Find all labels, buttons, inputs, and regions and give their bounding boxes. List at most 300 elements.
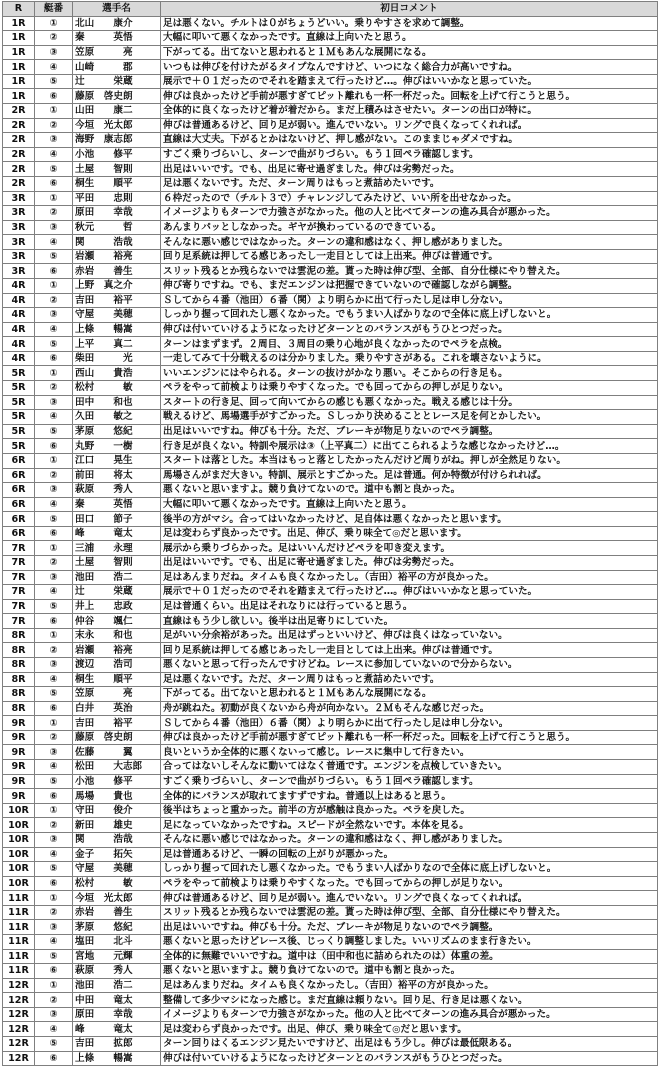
comment-cell: 伸びは付いていけるようになったけどターンとのバランスがもうひとつだった。 — [161, 322, 658, 337]
boat-number-cell: ⑤ — [35, 687, 73, 702]
boat-number-cell: ④ — [35, 60, 73, 75]
racer-name-cell: 秋元 哲 — [73, 220, 161, 235]
table-row — [3, 847, 658, 862]
racer-name-cell: 赤岩 善生 — [73, 905, 161, 920]
boat-number-cell: ③ — [35, 570, 73, 585]
comment-cell: 下がってる。出てないと思われると１Ｍもあんな展開になる。 — [161, 45, 658, 60]
table-row — [3, 599, 658, 614]
racer-name-cell: 赤岩 善生 — [73, 264, 161, 279]
comment-cell: あんまりパッとしなかった。ギヤが換わっているのできている。 — [161, 220, 658, 235]
race-cell: 12R — [3, 1022, 35, 1037]
racer-name-cell: 池田 浩二 — [73, 978, 161, 993]
comment-cell: 馬場さんがまだ大きい。特訓、展示とすごかった。足は普通。何か特徴が付けられれば。 — [161, 468, 658, 483]
boat-number-cell: ② — [35, 993, 73, 1008]
boat-number-cell: ② — [35, 293, 73, 308]
comment-cell: スタートは落とした。本当はもっと落としたかったんだけど周りがね。押しが全然足りない。 — [161, 453, 658, 468]
race-cell: 7R — [3, 555, 35, 570]
comment-cell: 伸びは付いていけるようになったけどターンとのバランスがもうひとつだった。 — [161, 1051, 658, 1066]
racer-name-cell: 茅原 悠紀 — [73, 920, 161, 935]
table-row — [3, 570, 658, 585]
comment-cell: 出足はいいです。でも、出足に寄せ過ぎました。伸びは劣勢だった。 — [161, 162, 658, 177]
comment-cell: 展示から乗りづらかった。足はいいんだけどペラを叩き変えます。 — [161, 541, 658, 556]
race-cell: 8R — [3, 628, 35, 643]
table-row — [3, 60, 658, 75]
table-row — [3, 876, 658, 891]
racer-name-cell: 今垣 光太郎 — [73, 891, 161, 906]
header-row — [3, 2, 658, 17]
comment-cell: 全体的に無難でいいですね。道中は（田中和也に詰められたのは）体重の差。 — [161, 949, 658, 964]
comment-cell: Ｓしてから４番（池田）６番（関）より明らかに出て行ったし足は申し分ない。 — [161, 293, 658, 308]
comment-cell: いいエンジンにはやられる。ターンの抜けがかなり悪い。そこからの行き足も。 — [161, 366, 658, 381]
race-cell: 2R — [3, 162, 35, 177]
comment-cell: 合ってはないしそんなに動いてはなく普通です。エンジンを点検していきたい。 — [161, 760, 658, 775]
race-cell: 4R — [3, 293, 35, 308]
comment-cell: 足はあんまりだね。タイムも良くなかったし。（吉田）裕平の方が良かった。 — [161, 978, 658, 993]
boat-number-cell: ⑤ — [35, 512, 73, 527]
racer-name-cell: 辻 栄蔵 — [73, 74, 161, 89]
boat-number-cell: ② — [35, 730, 73, 745]
racer-name-cell: 平田 忠則 — [73, 191, 161, 206]
comment-cell: 伸びは良かったけど手前が悪すぎてピット離れも一杯一杯だった。回転を上げて行こうと思う。 — [161, 89, 658, 104]
table-row — [3, 745, 658, 760]
boat-number-cell: ⑥ — [35, 439, 73, 454]
race-cell: 1R — [3, 16, 35, 31]
race-cell: 1R — [3, 74, 35, 89]
racer-name-cell: 井上 忠政 — [73, 599, 161, 614]
comment-cell: イメージよりもターンで力強さがなかった。他の人と比べてターンの進み具合が悪かった。 — [161, 206, 658, 221]
comment-cell: 伸びは良かったけど手前が悪すぎてピット離れも一杯一杯だった。回転を上げて行こうと思う。 — [161, 730, 658, 745]
racer-name-cell: 峰 竜太 — [73, 526, 161, 541]
boat-number-cell: ② — [35, 118, 73, 133]
boat-number-cell: ⑤ — [35, 599, 73, 614]
race-cell: 3R — [3, 235, 35, 250]
racer-name-cell: 吉田 拡郎 — [73, 1037, 161, 1052]
comment-cell: 舟が跳ねた。初動が良くないから舟が向かない。２Ｍもそんな感じだった。 — [161, 701, 658, 716]
comment-cell: ターン回りはくるエンジン見たいですけど、出足はもう少し。伸びは最低限ある。 — [161, 1037, 658, 1052]
racer-name-cell: 桐生 順平 — [73, 672, 161, 687]
boat-number-cell: ④ — [35, 847, 73, 862]
race-cell: 10R — [3, 862, 35, 877]
table-row — [3, 555, 658, 570]
race-cell: 10R — [3, 847, 35, 862]
boat-number-cell: ⑥ — [35, 614, 73, 629]
boat-number-cell: ③ — [35, 45, 73, 60]
racer-name-cell: 笠原 亮 — [73, 45, 161, 60]
boat-number-cell: ⑤ — [35, 1037, 73, 1052]
table-row — [3, 818, 658, 833]
racer-name-cell: 土屋 智則 — [73, 555, 161, 570]
comment-cell: 全体的にバランスが取れてますずですね。普通以上はあると思う。 — [161, 789, 658, 804]
boat-number-cell: ③ — [35, 920, 73, 935]
racer-name-cell: 佐藤 翼 — [73, 745, 161, 760]
racer-name-cell: 茅原 悠紀 — [73, 424, 161, 439]
boat-number-cell: ① — [35, 978, 73, 993]
header-name: 選手名 — [73, 2, 161, 17]
table-row — [3, 949, 658, 964]
boat-number-cell: ⑤ — [35, 162, 73, 177]
racer-name-cell: 辻 栄蔵 — [73, 585, 161, 600]
table-row — [3, 45, 658, 60]
boat-number-cell: ③ — [35, 395, 73, 410]
race-cell: 3R — [3, 220, 35, 235]
boat-number-cell: ③ — [35, 308, 73, 323]
boat-number-cell: ④ — [35, 1022, 73, 1037]
racer-name-cell: 笠原 亮 — [73, 687, 161, 702]
comment-cell: スタートの行き足、回って向いてからの感じも悪くなかった。戦える感じは十分。 — [161, 395, 658, 410]
racer-name-cell: 峰 竜太 — [73, 1022, 161, 1037]
table-row — [3, 1007, 658, 1022]
boat-number-cell: ① — [35, 16, 73, 31]
table-row — [3, 891, 658, 906]
racer-name-cell: 松村 敏 — [73, 876, 161, 891]
boat-number-cell: ⑤ — [35, 74, 73, 89]
race-cell: 3R — [3, 264, 35, 279]
race-cell: 12R — [3, 1007, 35, 1022]
boat-number-cell: ② — [35, 643, 73, 658]
table-row — [3, 220, 658, 235]
race-cell: 12R — [3, 1037, 35, 1052]
racer-name-cell: 秦 英悟 — [73, 497, 161, 512]
comments-table — [2, 1, 658, 1066]
race-cell: 11R — [3, 949, 35, 964]
boat-number-cell: ④ — [35, 322, 73, 337]
racer-name-cell: 藤原 啓史朗 — [73, 89, 161, 104]
table-row — [3, 687, 658, 702]
race-cell: 8R — [3, 701, 35, 716]
boat-number-cell: ② — [35, 555, 73, 570]
race-cell: 6R — [3, 453, 35, 468]
racer-name-cell: 上平 真二 — [73, 337, 161, 352]
table-row — [3, 424, 658, 439]
boat-number-cell: ⑤ — [35, 774, 73, 789]
comment-cell: しっかり握って回れたし悪くなかった。でもうまい人ばかりなので全体に底上げしないと。 — [161, 308, 658, 323]
race-cell: 10R — [3, 876, 35, 891]
boat-number-cell: ④ — [35, 935, 73, 950]
comment-cell: ペラをやって前検よりは乗りやすくなった。でも回ってからの押しが足りない。 — [161, 876, 658, 891]
race-cell: 4R — [3, 278, 35, 293]
comment-cell: 大幅に叩いて悪くなかったです。直線は上向いたと思う。 — [161, 497, 658, 512]
comment-cell: 後半の方がマシ。合ってはいなかったけど、足自体は悪くなかったと思います。 — [161, 512, 658, 527]
comment-cell: 一走してみて十分戦えるのは分かりました。乗りやすさがある。これを壊さないように。 — [161, 351, 658, 366]
boat-number-cell: ① — [35, 366, 73, 381]
comment-cell: そんなに悪い感じではなかった。ターンの違和感はなく、押し感がありました。 — [161, 235, 658, 250]
racer-name-cell: 中田 竜太 — [73, 993, 161, 1008]
racer-name-cell: 原田 幸哉 — [73, 1007, 161, 1022]
race-cell: 2R — [3, 104, 35, 119]
boat-number-cell: ⑥ — [35, 964, 73, 979]
race-cell: 11R — [3, 905, 35, 920]
race-cell: 7R — [3, 599, 35, 614]
comment-cell: 足になっていなかったですね。スピードが全然ないです。本体を見る。 — [161, 818, 658, 833]
comment-cell: 下がってる。出てないと思われると１Ｍもあんな展開になる。 — [161, 687, 658, 702]
table-row — [3, 1051, 658, 1066]
table-row — [3, 16, 658, 31]
race-cell: 4R — [3, 351, 35, 366]
table-row — [3, 526, 658, 541]
race-cell: 5R — [3, 366, 35, 381]
racer-name-cell: 末永 和也 — [73, 628, 161, 643]
racer-name-cell: 山田 康二 — [73, 104, 161, 119]
racer-name-cell: 新田 雄史 — [73, 818, 161, 833]
race-cell: 4R — [3, 337, 35, 352]
table-row — [3, 862, 658, 877]
boat-number-cell: ④ — [35, 585, 73, 600]
boat-number-cell: ① — [35, 716, 73, 731]
comment-cell: 足は変わらず良かったです。出足、伸び、乗り味全て◎だと思います。 — [161, 526, 658, 541]
table-row — [3, 789, 658, 804]
comment-cell: しっかり握って回れたし悪くなかった。でもうまい人ばかりなので全体に底上げしないと。 — [161, 862, 658, 877]
boat-number-cell: ⑥ — [35, 701, 73, 716]
boat-number-cell: ⑥ — [35, 526, 73, 541]
table-row — [3, 410, 658, 425]
racer-name-cell: 藤原 啓史朗 — [73, 730, 161, 745]
race-cell: 9R — [3, 774, 35, 789]
table-row — [3, 118, 658, 133]
boat-number-cell: ③ — [35, 483, 73, 498]
comment-cell: ターンはまずまず。２周目、３周目の乗り心地が良くなかったのでペラを点検。 — [161, 337, 658, 352]
table-row — [3, 964, 658, 979]
comment-cell: スリット残るとか残らないでは雲泥の差。貰った時は伸び型、全部、自分仕様にやり替えた。 — [161, 905, 658, 920]
boat-number-cell: ④ — [35, 410, 73, 425]
boat-number-cell: ⑤ — [35, 337, 73, 352]
boat-number-cell: ③ — [35, 1007, 73, 1022]
table-row — [3, 176, 658, 191]
racer-name-cell: 松田 大志郎 — [73, 760, 161, 775]
header-boat: 艇番 — [35, 2, 73, 17]
table-row — [3, 89, 658, 104]
racer-name-cell: 松村 敏 — [73, 381, 161, 396]
race-cell: 2R — [3, 118, 35, 133]
racer-name-cell: 江口 晃生 — [73, 453, 161, 468]
boat-number-cell: ② — [35, 381, 73, 396]
boat-number-cell: ② — [35, 206, 73, 221]
comment-cell: 回り足系統は押してる感じあったし一走目としては上出来。伸びは普通です。 — [161, 643, 658, 658]
racer-name-cell: 三浦 永理 — [73, 541, 161, 556]
racer-name-cell: 秦 英悟 — [73, 31, 161, 46]
racer-name-cell: 吉田 裕平 — [73, 716, 161, 731]
racer-name-cell: 岩瀬 裕亮 — [73, 249, 161, 264]
racer-name-cell: 守屋 美穂 — [73, 862, 161, 877]
boat-number-cell: ④ — [35, 147, 73, 162]
racer-name-cell: 桐生 順平 — [73, 176, 161, 191]
race-cell: 8R — [3, 687, 35, 702]
table-row — [3, 716, 658, 731]
comment-cell: ６枠だったので（チルト３で）チャレンジしてみたけど、いい所を出せなかった。 — [161, 191, 658, 206]
comment-cell: 出足はいいですね。伸びも十分。ただ、ブレーキが物足りないのでペラ調整。 — [161, 424, 658, 439]
table-row — [3, 672, 658, 687]
comment-cell: 直線は大丈夫。下がるとかはないけど、押し感がない。このままじゃダメですね。 — [161, 133, 658, 148]
comment-cell: 足は普通くらい。出足はそれなりには行っていると思う。 — [161, 599, 658, 614]
race-cell: 6R — [3, 497, 35, 512]
table-row — [3, 293, 658, 308]
boat-number-cell: ③ — [35, 220, 73, 235]
table-row — [3, 308, 658, 323]
boat-number-cell: ⑥ — [35, 1051, 73, 1066]
comment-cell: 伸びは普通あるけど、回り足が弱い。進んでいない。リングで良くなってくれれば。 — [161, 118, 658, 133]
race-cell: 9R — [3, 789, 35, 804]
boat-number-cell: ① — [35, 104, 73, 119]
race-cell: 4R — [3, 308, 35, 323]
race-cell: 9R — [3, 716, 35, 731]
comment-cell: 全体的に良くなったけど着が着だから。まだ上積みはさせたい。ターンの出口が特に。 — [161, 104, 658, 119]
racer-name-cell: 田口 節子 — [73, 512, 161, 527]
racer-name-cell: 守屋 美穂 — [73, 308, 161, 323]
table-row — [3, 439, 658, 454]
comment-cell: すごく乗りづらいし、ターンで曲がりづらい。もう１回ペラ確認します。 — [161, 774, 658, 789]
table-row — [3, 993, 658, 1008]
boat-number-cell: ④ — [35, 235, 73, 250]
table-row — [3, 628, 658, 643]
racer-name-cell: 池田 浩二 — [73, 570, 161, 585]
comment-cell: イメージよりもターンで力強さがなかった。他の人と比べてターンの進み具合が悪かった。 — [161, 1007, 658, 1022]
table-row — [3, 643, 658, 658]
race-cell: 1R — [3, 60, 35, 75]
racer-name-cell: 吉田 裕平 — [73, 293, 161, 308]
table-row — [3, 235, 658, 250]
racer-name-cell: 土屋 智則 — [73, 162, 161, 177]
race-cell: 7R — [3, 614, 35, 629]
table-row — [3, 264, 658, 279]
table-row — [3, 774, 658, 789]
comment-cell: 回り足系統は押してる感じあったし一走目としては上出来。伸びは普通です。 — [161, 249, 658, 264]
race-cell: 11R — [3, 964, 35, 979]
race-cell: 4R — [3, 322, 35, 337]
racer-name-cell: 馬場 貴也 — [73, 789, 161, 804]
race-cell: 5R — [3, 424, 35, 439]
racer-name-cell: 北山 康介 — [73, 16, 161, 31]
boat-number-cell: ③ — [35, 745, 73, 760]
racer-name-cell: 守田 俊介 — [73, 803, 161, 818]
comment-cell: ペラをやって前検よりは乗りやすくなった。でも回ってからの押しが足りない。 — [161, 381, 658, 396]
boat-number-cell: ② — [35, 818, 73, 833]
table-row — [3, 206, 658, 221]
comment-cell: 戦えるけど、馬場選手がすごかった。Ｓしっかり決めることとレース足を何とかしたい。 — [161, 410, 658, 425]
comment-cell: 悪くないと思いますよ。競り負けてないので。道中も割と良かった。 — [161, 483, 658, 498]
racer-name-cell: 柴田 光 — [73, 351, 161, 366]
comment-cell: 後半はちょっと重かった。前半の方が感触は良かった。ペラを戻した。 — [161, 803, 658, 818]
racer-name-cell: 今垣 光太郎 — [73, 118, 161, 133]
racer-name-cell: 塩田 北斗 — [73, 935, 161, 950]
racer-name-cell: 岩瀬 裕亮 — [73, 643, 161, 658]
racer-name-cell: 小池 修平 — [73, 147, 161, 162]
boat-number-cell: ⑤ — [35, 249, 73, 264]
comment-cell: 出足はいいです。でも、出足に寄せ過ぎました。伸びは劣勢だった。 — [161, 555, 658, 570]
table-row — [3, 278, 658, 293]
comment-cell: 大幅に叩いて悪くなかったです。直線は上向いたと思う。 — [161, 31, 658, 46]
comment-cell: 悪くないと思いますよ。競り負けてないので。道中も割と良かった。 — [161, 964, 658, 979]
race-cell: 9R — [3, 730, 35, 745]
table-row — [3, 585, 658, 600]
racer-name-cell: 萩原 秀人 — [73, 964, 161, 979]
race-cell: 11R — [3, 935, 35, 950]
race-cell: 7R — [3, 570, 35, 585]
racer-name-cell: 海野 康志郎 — [73, 133, 161, 148]
table-row — [3, 920, 658, 935]
table-row — [3, 483, 658, 498]
racer-name-cell: 金子 拓矢 — [73, 847, 161, 862]
table-row — [3, 104, 658, 119]
race-cell: 3R — [3, 191, 35, 206]
comment-cell: 足がいい分余裕があった。出足はずっといいけど、伸びは良くはなっていない。 — [161, 628, 658, 643]
race-cell: 2R — [3, 133, 35, 148]
table-row — [3, 366, 658, 381]
racer-name-cell: 萩原 秀人 — [73, 483, 161, 498]
table-row — [3, 453, 658, 468]
comment-cell: スリット残るとか残らないでは雲泥の差。貰った時は伸び型、全部、自分仕様にやり替えた。 — [161, 264, 658, 279]
table-row — [3, 497, 658, 512]
comment-cell: 整備して多少マシになった感じ。まだ直線は頼りない。回り足、行き足は悪くない。 — [161, 993, 658, 1008]
racer-name-cell: 関 浩哉 — [73, 235, 161, 250]
race-cell: 9R — [3, 760, 35, 775]
race-cell: 8R — [3, 658, 35, 673]
boat-number-cell: ① — [35, 628, 73, 643]
table-row — [3, 147, 658, 162]
boat-number-cell: ⑥ — [35, 176, 73, 191]
race-cell: 6R — [3, 526, 35, 541]
race-cell: 3R — [3, 249, 35, 264]
racer-name-cell: 久田 敏之 — [73, 410, 161, 425]
race-cell: 3R — [3, 206, 35, 221]
comment-cell: 伸び寄りですね。でも、まだエンジンは把握できていないので確認しながら調整。 — [161, 278, 658, 293]
table-row — [3, 803, 658, 818]
race-cell: 12R — [3, 993, 35, 1008]
comment-cell: 展示で＋０１だったのでそれを踏まえて行ったけど…。伸びはいいかなと思っていた。 — [161, 74, 658, 89]
table-row — [3, 730, 658, 745]
comment-cell: 直線はもう少し欲しい。後半は出足寄りにしていた。 — [161, 614, 658, 629]
racer-name-cell: 西山 貴浩 — [73, 366, 161, 381]
comment-cell: 足は変わらず良かったです。出足、伸び、乗り味全て◎だと思います。 — [161, 1022, 658, 1037]
table-row — [3, 337, 658, 352]
racer-name-cell: 山崎 郡 — [73, 60, 161, 75]
racer-name-cell: 前田 将太 — [73, 468, 161, 483]
table-row — [3, 191, 658, 206]
boat-number-cell: ① — [35, 803, 73, 818]
race-cell: 12R — [3, 978, 35, 993]
racer-name-cell: 小池 修平 — [73, 774, 161, 789]
racer-name-cell: 上野 真之介 — [73, 278, 161, 293]
race-cell: 6R — [3, 512, 35, 527]
race-cell: 5R — [3, 439, 35, 454]
comment-cell: そんなに悪い感じではなかった。ターンの違和感はなく、押し感がありました。 — [161, 832, 658, 847]
boat-number-cell: ① — [35, 278, 73, 293]
race-cell: 10R — [3, 803, 35, 818]
header-race: R — [3, 2, 35, 17]
boat-number-cell: ③ — [35, 133, 73, 148]
table-row — [3, 395, 658, 410]
boat-number-cell: ① — [35, 541, 73, 556]
boat-number-cell: ① — [35, 453, 73, 468]
table-row — [3, 701, 658, 716]
comment-cell: すごく乗りづらいし、ターンで曲がりづらい。もう１回ペラ確認します。 — [161, 147, 658, 162]
comment-cell: いつもは伸びを付けたがるタイプなんですけど、いつになく総合力が高いですね。 — [161, 60, 658, 75]
boat-number-cell: ④ — [35, 497, 73, 512]
boat-number-cell: ⑤ — [35, 862, 73, 877]
race-cell: 8R — [3, 643, 35, 658]
table-row — [3, 1022, 658, 1037]
race-cell: 8R — [3, 672, 35, 687]
boat-number-cell: ③ — [35, 658, 73, 673]
table-row — [3, 468, 658, 483]
race-cell: 10R — [3, 832, 35, 847]
comment-cell: 悪くないと思って行ったんですけどね。レースに参加していないので分からない。 — [161, 658, 658, 673]
comment-cell: 伸びは普通あるけど、回り足が弱い。進んでいない。リングで良くなってくれれば。 — [161, 891, 658, 906]
race-cell: 6R — [3, 483, 35, 498]
comment-cell: 足は悪くないです。ただ、ターン周りはもっと煮詰めたいです。 — [161, 672, 658, 687]
racer-name-cell: 関 浩哉 — [73, 832, 161, 847]
racer-name-cell: 原田 幸哉 — [73, 206, 161, 221]
race-cell: 2R — [3, 147, 35, 162]
comment-cell: 足は悪くないです。ただ、ターン周りはもっと煮詰めたいです。 — [161, 176, 658, 191]
